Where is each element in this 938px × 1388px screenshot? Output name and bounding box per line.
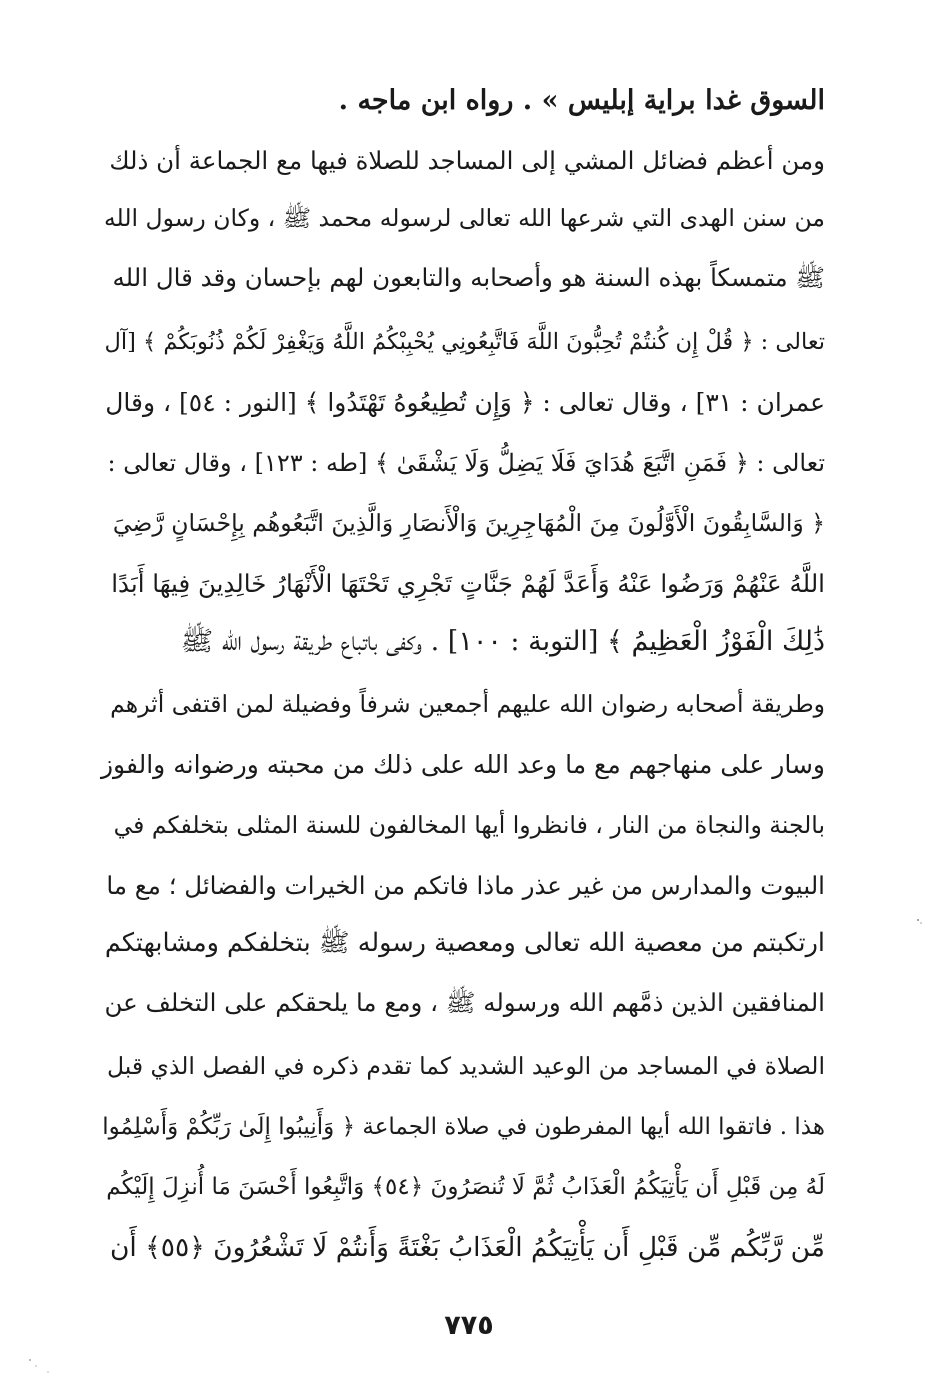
text-line: تعالى : ﴿ قُلْ إِن كُنتُمْ تُحِبُّونَ اللَّهَ فَاتَّبِعُونِي يُحْبِبْكُمُ اللَّهُ وَيَغْفِرْ لَكُمْ ذُنُوبَكُمْ ﴾ [آل	[104, 328, 825, 355]
text-line: وسار على منهاجهم مع ما وعد الله على ذلك من محبته ورضوانه والفوز	[100, 749, 825, 779]
text-line: ﴿ وَالسَّابِقُونَ الْأَوَّلُونَ مِنَ الْمُهَاجِرِينَ وَالْأَنصَارِ وَالَّذِينَ اتَّبَعُوهُم بِإِحْسَانٍ رَّضِيَ	[112, 508, 825, 537]
text-line: البيوت والمدارس من غير عذر ماذا فاتكم من الخيرات والفضائل ؛ مع ما	[106, 870, 825, 900]
text-line: هذا . فاتقوا الله أيها المفرطون في صلاة الجماعة ﴿ وَأَنِيبُوا إِلَىٰ رَبِّكُمْ وَأَسْلِمُوا	[102, 1113, 825, 1140]
text-line: السوق غدا براية إبليس » . رواه ابن ماجه .	[338, 84, 825, 116]
text-line: تعالى : ﴿ فَمَنِ اتَّبَعَ هُدَايَ فَلَا يَضِلُّ وَلَا يَشْقَىٰ ﴾ [طه : ١٢٣] ، وقال تعالى :	[107, 448, 825, 477]
text-line: اللَّهُ عَنْهُمْ وَرَضُوا عَنْهُ وَأَعَدَّ لَهُمْ جَنَّاتٍ تَجْرِي تَحْتَهَا الْأَنْهَارُ خَالِدِينَ فِيهَا أَبَدًا	[111, 568, 825, 598]
text-line: من سنن الهدى التي شرعها الله تعالى لرسوله محمد ﷺ ، وكان رسول الله	[103, 203, 825, 232]
text-line: عمران : ٣١] ، وقال تعالى : ﴿ وَإِن تُطِيعُوهُ تَهْتَدُوا ﴾ [النور : ٥٤] ، وقال	[105, 387, 825, 417]
text-line: المنافقين الذين ذمَّهم الله ورسوله ﷺ ، ومع ما يلحقكم على التخلف عن	[104, 988, 825, 1018]
text-line: مِّن رَّبِّكُم مِّن قَبْلِ أَن يَأْتِيَكُمُ الْعَذَابُ بَغْتَةً وَأَنتُمْ لَا تَشْعُرُونَ ﴿٥٥﴾ أَن	[109, 1232, 825, 1264]
text-line: الصلاة في المساجد من الوعيد الشديد كما تقدم ذكره في الفصل الذي قبل	[106, 1052, 825, 1081]
page-text	[100, 70, 825, 1320]
text-line: ذَٰلِكَ الْفَوْزُ الْعَظِيمُ ﴾ [التوبة : ١٠٠] . وكفى باتباع طريقة رسول الله ﷺ	[180, 625, 825, 657]
text-line: ومن أعظم فضائل المشي إلى المساجد للصلاة فيها مع الجماعة أن ذلك	[109, 146, 825, 176]
text-line: وطريقة أصحابه رضوان الله عليهم أجمعين شرفاً وفضيلة لمن اقتفى أثرهم	[110, 690, 825, 719]
page-number: ٧٧٥	[444, 1310, 494, 1341]
text-line: بالجنة والنجاة من النار ، فانظروا أيها المخالفون للسنة المثلى بتخلفكم في	[113, 810, 825, 839]
text-line: لَهُ مِن قَبْلِ أَن يَأْتِيَكُمُ الْعَذَابُ ثُمَّ لَا تُنصَرُونَ ﴿٥٤﴾ وَاتَّبِعُوا أَحْسَنَ مَا أُنزِلَ إِلَيْكُم	[106, 1174, 825, 1201]
text-line: ارتكبتم من معصية الله تعالى ومعصية رسوله ﷺ بتخلفكم ومشابهتكم	[104, 928, 825, 959]
text-line: ﷺ متمسكاً بهذه السنة هو وأصحابه والتابعون لهم بإحسان وقد قال الله	[112, 263, 825, 293]
